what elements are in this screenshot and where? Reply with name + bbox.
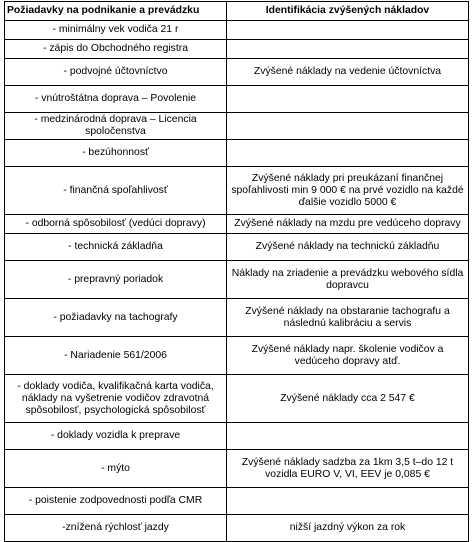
table-row [5, 86, 469, 113]
cost-cell: Zvýšené náklady sadzba za 1km 3,5 t–do 12 t vozidla EURO V, VI, EEV je 0,085 € [227, 450, 469, 488]
cost-cell [227, 423, 469, 450]
cost-cell: Zvýšené náklady cca 2 547 € [227, 375, 469, 423]
cost-cell [227, 140, 469, 167]
requirement-cell: - mýto [5, 450, 227, 488]
cost-cell: Zvýšené náklady na obstaranie tachografu a následnú kalibráciu a servis [227, 299, 469, 337]
requirement-cell: - doklady vodiča, kvalifikačná karta vodiča, náklady na vyšetrenie vodičov zdravotná spôsobilosť, psychologická spôsobilosť [5, 375, 227, 423]
table-row [5, 515, 469, 542]
table-row [5, 450, 469, 488]
header-costs: Identifikácia zvýšených nákladov [227, 2, 469, 21]
table-row [5, 234, 469, 261]
table-container [4, 1, 469, 542]
cost-cell [227, 113, 469, 140]
requirement-cell: -znížená rýchlosť jazdy [5, 515, 227, 542]
requirement-cell: - finančná spoľahlivosť [5, 167, 227, 215]
cost-table [4, 1, 469, 542]
cost-cell: nižší jazdný výkon za rok [227, 515, 469, 542]
requirement-cell: - prepravný poriadok [5, 261, 227, 299]
cost-cell [227, 86, 469, 113]
requirement-cell: - vnútroštátna doprava – Povolenie [5, 86, 227, 113]
requirement-cell: - technická základňa [5, 234, 227, 261]
requirement-cell: - požiadavky na tachografy [5, 299, 227, 337]
requirement-cell: - poistenie zodpovednosti podľa CMR [5, 488, 227, 515]
cost-cell: Zvýšené náklady na technickú základňu [227, 234, 469, 261]
header-requirements: Požiadavky na podnikanie a prevádzku [5, 2, 227, 21]
table-row [5, 337, 469, 375]
table-row [5, 375, 469, 423]
cost-cell: Zvýšené náklady pri preukázaní finančnej spoľahlivosti min 9 000 € na prvé vozidlo na každé ďalšie vozidlo 5000 € [227, 167, 469, 215]
table-row [5, 488, 469, 515]
cost-cell: Zvýšené náklady na vedenie účtovníctva [227, 59, 469, 86]
header-row [5, 2, 469, 21]
cost-cell [227, 488, 469, 515]
cost-cell: Zvýšené náklady napr. školenie vodičov a vedúceho dopravy atď. [227, 337, 469, 375]
table-row [5, 215, 469, 234]
table-row [5, 113, 469, 140]
requirement-cell: - bezúhonnosť [5, 140, 227, 167]
requirement-cell: - doklady vozidla k preprave [5, 423, 227, 450]
requirement-cell: - odborná spôsobilosť (vedúci dopravy) [5, 215, 227, 234]
table-row [5, 21, 469, 40]
requirement-cell: - Nariadenie 561/2006 [5, 337, 227, 375]
requirement-cell: - medzinárodná doprava – Licencia spoločenstva [5, 113, 227, 140]
table-row [5, 167, 469, 215]
table-row [5, 423, 469, 450]
cost-cell: Náklady na zriadenie a prevádzku webového sídla dopravcu [227, 261, 469, 299]
table-row [5, 59, 469, 86]
table-row [5, 40, 469, 59]
requirement-cell: - zápis do Obchodného registra [5, 40, 227, 59]
table-row [5, 261, 469, 299]
table-row [5, 299, 469, 337]
cost-cell [227, 40, 469, 59]
requirement-cell: - podvojné účtovníctvo [5, 59, 227, 86]
cost-cell: Zvýšené náklady na mzdu pre vedúceho dopravy [227, 215, 469, 234]
cost-cell [227, 21, 469, 40]
requirement-cell: - minimálny vek vodiča 21 r [5, 21, 227, 40]
table-row [5, 140, 469, 167]
